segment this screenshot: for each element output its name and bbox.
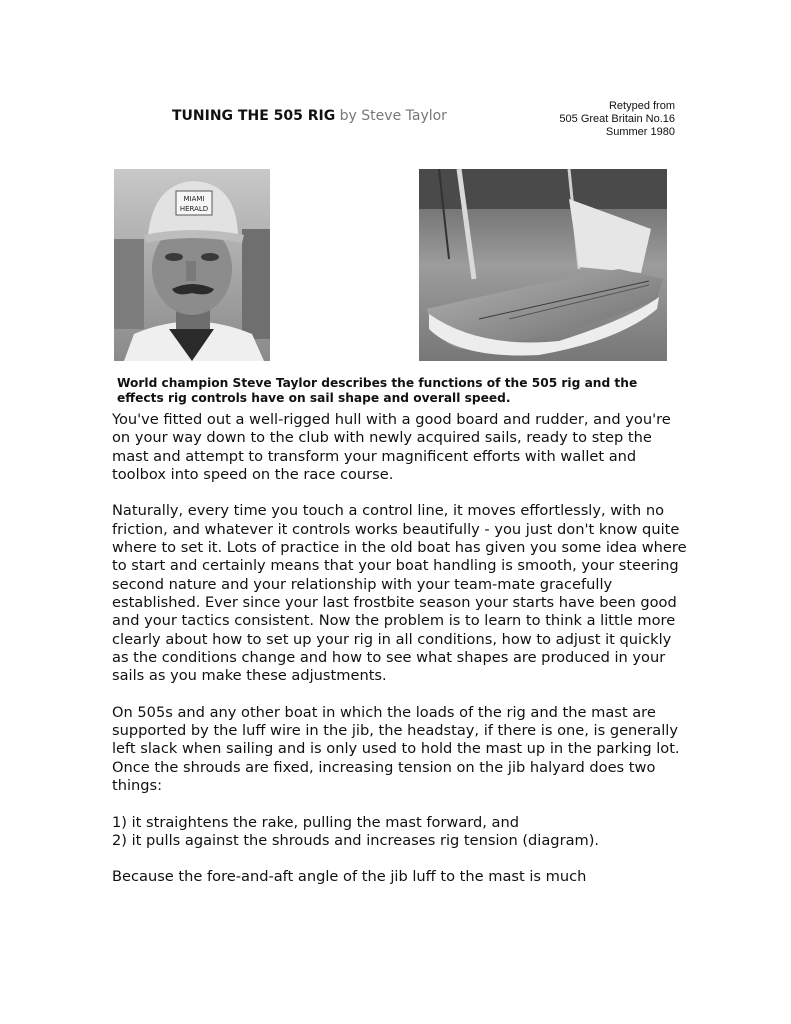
body-paragraph: Because the fore-and-aft angle of the jib luff to the mast is much xyxy=(112,868,587,886)
list-item: 2) it pulls against the shrouds and increases rig tension (diagram). xyxy=(112,831,600,849)
boat-photo xyxy=(419,169,667,361)
portrait-photo xyxy=(114,169,270,361)
cap-text: HERALD xyxy=(179,205,209,213)
source-line: Summer 1980 xyxy=(605,126,675,138)
article-byline: by Steve Taylor xyxy=(339,108,447,124)
article-body xyxy=(112,411,687,905)
boat-photo-image xyxy=(419,169,667,361)
source-line: 505 Great Britain No.16 xyxy=(559,113,675,125)
spacer xyxy=(112,850,687,868)
source-line: Retyped from xyxy=(608,100,675,112)
list-item: 1) it straightens the rake, pulling the mast forward, and xyxy=(112,813,520,831)
body-paragraph: Naturally, every time you touch a control line, it moves effortlessly, with no friction, and whatever it controls works beautifully - you just don't know quite where to set it. Lots of practice in the old boat has given you some idea where to start and certainly means that your boat handling is smooth, your steering second nature and your relationship with your team-mate gracefully established. Ever since your last frostbite season your starts have been good and your tactics consistent. Now the problem is to learn to think a little more clearly about how to set up your rig in all conditions, how to adjust it quickly as the conditions change and how to see what shapes are produced in your sails as you make these adjustments. xyxy=(112,502,687,685)
source-note xyxy=(559,100,675,139)
article-title-line xyxy=(172,108,447,124)
body-paragraph: You've fitted out a well-rigged hull with a good board and rudder, and you're on your way down to the club with newly acquired sails, ready to step the mast and attempt to transform your magnificent efforts with wallet and toolbox into speed on the race course. xyxy=(112,411,671,483)
cap-text: MIAMI xyxy=(183,195,205,203)
article-title: TUNING THE 505 RIG xyxy=(172,108,336,124)
portrait-photo-image xyxy=(114,169,270,361)
photo-caption: World champion Steve Taylor describes the functions of the 505 rig and the effects rig controls have on sail shape and overall speed. xyxy=(117,376,638,405)
body-paragraph: On 505s and any other boat in which the loads of the rig and the mast are supported by the luff wire in the jib, the headstay, if there is one, is generally left slack when sailing and is only used to hold the mast up in the parking lot. Once the shrouds are fixed, increasing tension on the jib halyard does two things: xyxy=(112,703,680,794)
